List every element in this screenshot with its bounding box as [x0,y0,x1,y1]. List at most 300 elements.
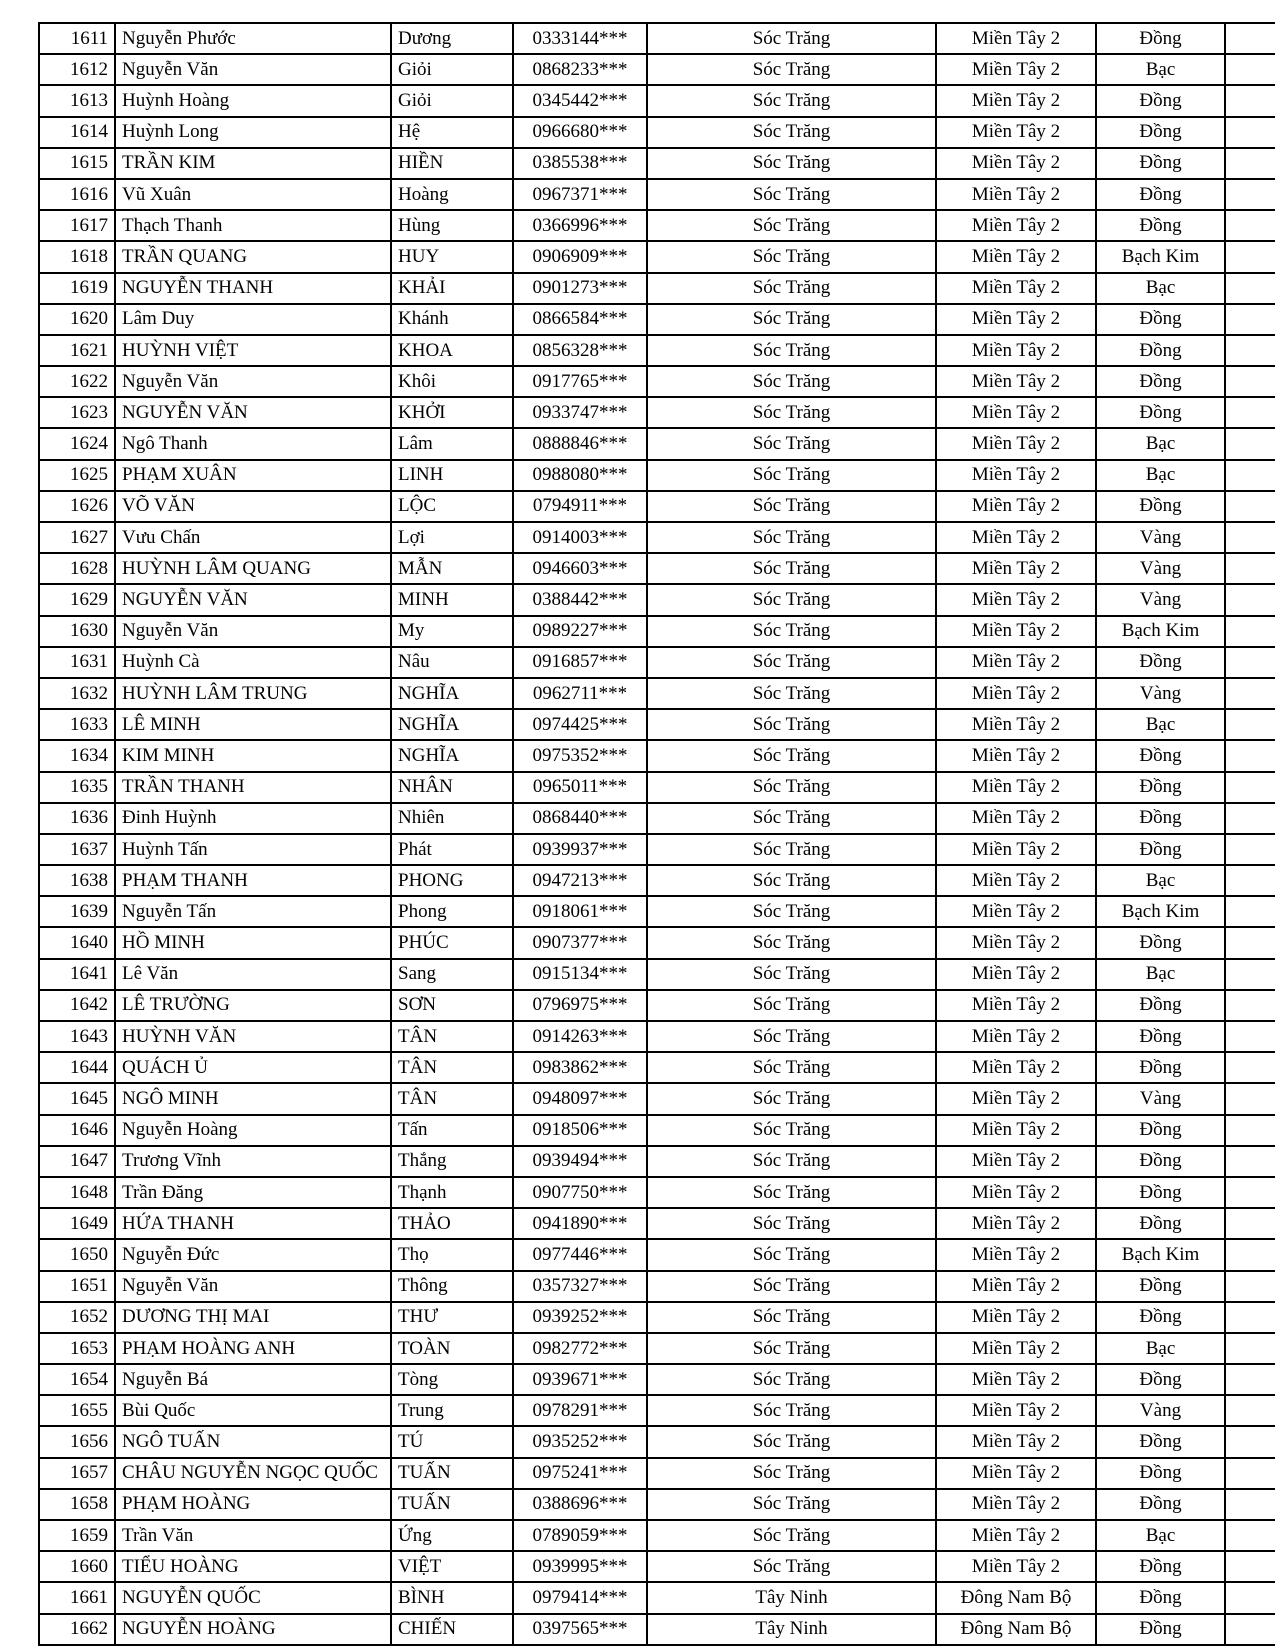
cell-province: Sóc Trăng [647,834,936,865]
table-row [39,179,1275,210]
cell-province: Sóc Trăng [647,491,936,522]
cell-full-name: HỒ MINH [115,927,391,958]
table-row [39,241,1275,272]
cell-region: Miền Tây 2 [936,678,1096,709]
cell-given-name: MẪN [391,553,513,584]
cell-full-name: NGÔ TUẤN [115,1426,391,1457]
cell-full-name: TRẦN KIM [115,148,391,179]
cell-row-index: 1631 [39,647,115,678]
cell-note [1225,959,1275,990]
cell-province: Sóc Trăng [647,1271,936,1302]
cell-rank: Vàng [1096,1083,1225,1114]
table-row [39,647,1275,678]
cell-phone-number: 0948097*** [513,1083,647,1114]
cell-row-index: 1611 [39,23,115,54]
cell-given-name: Tòng [391,1364,513,1395]
cell-region: Miền Tây 2 [936,460,1096,491]
cell-full-name: TRẦN THANH [115,772,391,803]
cell-province: Sóc Trăng [647,927,936,958]
cell-given-name: LINH [391,460,513,491]
cell-row-index: 1656 [39,1426,115,1457]
cell-full-name: PHẠM HOÀNG ANH [115,1333,391,1364]
cell-province: Sóc Trăng [647,1302,936,1333]
cell-region: Miền Tây 2 [936,1115,1096,1146]
cell-province: Sóc Trăng [647,522,936,553]
cell-given-name: CHIẾN [391,1614,513,1645]
cell-full-name: VÕ VĂN [115,491,391,522]
table-row [39,1052,1275,1083]
cell-given-name: KHẢI [391,273,513,304]
cell-phone-number: 0789059*** [513,1520,647,1551]
table-row [39,1582,1275,1613]
cell-province: Sóc Trăng [647,553,936,584]
cell-region: Miền Tây 2 [936,1333,1096,1364]
table-row [39,1021,1275,1052]
cell-province: Sóc Trăng [647,865,936,896]
cell-region: Miền Tây 2 [936,1426,1096,1457]
cell-rank: Đồng [1096,304,1225,335]
cell-row-index: 1640 [39,927,115,958]
cell-row-index: 1625 [39,460,115,491]
table-row [39,1208,1275,1239]
cell-row-index: 1612 [39,54,115,85]
cell-full-name: Nguyễn Đức [115,1239,391,1270]
cell-row-index: 1633 [39,709,115,740]
cell-row-index: 1613 [39,85,115,116]
cell-rank: Đồng [1096,1021,1225,1052]
cell-given-name: TÂN [391,1021,513,1052]
cell-phone-number: 0939494*** [513,1146,647,1177]
cell-province: Sóc Trăng [647,616,936,647]
cell-province: Sóc Trăng [647,959,936,990]
cell-region: Miền Tây 2 [936,397,1096,428]
cell-province: Sóc Trăng [647,428,936,459]
cell-rank: Đồng [1096,647,1225,678]
table-row [39,1115,1275,1146]
cell-province: Sóc Trăng [647,678,936,709]
cell-rank: Đồng [1096,1146,1225,1177]
cell-given-name: THẢO [391,1208,513,1239]
cell-rank: Bạch Kim [1096,896,1225,927]
cell-note [1225,460,1275,491]
cell-region: Miền Tây 2 [936,1364,1096,1395]
cell-note [1225,616,1275,647]
cell-given-name: HUY [391,241,513,272]
cell-rank: Đồng [1096,23,1225,54]
cell-region: Miền Tây 2 [936,647,1096,678]
table-row [39,1333,1275,1364]
cell-note [1225,803,1275,834]
table-row [39,1551,1275,1582]
cell-province: Sóc Trăng [647,1115,936,1146]
cell-note [1225,553,1275,584]
cell-note [1225,1115,1275,1146]
cell-province: Sóc Trăng [647,1146,936,1177]
cell-phone-number: 0397565*** [513,1614,647,1645]
cell-given-name: TÚ [391,1426,513,1457]
cell-given-name: SƠN [391,990,513,1021]
cell-given-name: Nâu [391,647,513,678]
cell-region: Miền Tây 2 [936,1520,1096,1551]
cell-rank: Bạc [1096,273,1225,304]
cell-full-name: Thạch Thanh [115,210,391,241]
cell-given-name: NGHĨA [391,709,513,740]
table-row [39,522,1275,553]
cell-rank: Đồng [1096,1551,1225,1582]
cell-rank: Đồng [1096,148,1225,179]
cell-row-index: 1639 [39,896,115,927]
table-row [39,678,1275,709]
cell-given-name: TOÀN [391,1333,513,1364]
cell-given-name: Phát [391,834,513,865]
table-row [39,616,1275,647]
cell-note [1225,584,1275,615]
cell-region: Miền Tây 2 [936,616,1096,647]
cell-note [1225,210,1275,241]
cell-rank: Bạc [1096,959,1225,990]
cell-note [1225,1177,1275,1208]
cell-province: Sóc Trăng [647,366,936,397]
cell-full-name: Lê Văn [115,959,391,990]
table-row [39,366,1275,397]
cell-full-name: NGUYỄN QUỐC [115,1582,391,1613]
cell-region: Miền Tây 2 [936,1083,1096,1114]
cell-phone-number: 0907377*** [513,927,647,958]
cell-row-index: 1629 [39,584,115,615]
cell-row-index: 1617 [39,210,115,241]
cell-note [1225,1364,1275,1395]
cell-full-name: Huỳnh Long [115,117,391,148]
cell-full-name: PHẠM HOÀNG [115,1489,391,1520]
cell-region: Miền Tây 2 [936,1271,1096,1302]
cell-province: Sóc Trăng [647,772,936,803]
cell-province: Sóc Trăng [647,397,936,428]
cell-region: Miền Tây 2 [936,148,1096,179]
cell-province: Sóc Trăng [647,647,936,678]
table-row [39,959,1275,990]
cell-rank: Đồng [1096,397,1225,428]
cell-phone-number: 0967371*** [513,179,647,210]
table-row [39,834,1275,865]
table-row [39,1426,1275,1457]
cell-phone-number: 0856328*** [513,335,647,366]
cell-province: Sóc Trăng [647,1458,936,1489]
cell-phone-number: 0939671*** [513,1364,647,1395]
cell-given-name: TÂN [391,1052,513,1083]
cell-given-name: Trung [391,1395,513,1426]
cell-region: Miền Tây 2 [936,1489,1096,1520]
table-row [39,709,1275,740]
cell-row-index: 1627 [39,522,115,553]
cell-note [1225,1426,1275,1457]
cell-region: Miền Tây 2 [936,990,1096,1021]
cell-full-name: Đinh Huỳnh [115,803,391,834]
cell-row-index: 1636 [39,803,115,834]
cell-province: Sóc Trăng [647,210,936,241]
cell-full-name: NGUYỄN VĂN [115,584,391,615]
cell-phone-number: 0796975*** [513,990,647,1021]
cell-rank: Bạch Kim [1096,616,1225,647]
cell-rank: Đồng [1096,335,1225,366]
table-row [39,428,1275,459]
cell-rank: Đồng [1096,1177,1225,1208]
cell-note [1225,428,1275,459]
table-row [39,1458,1275,1489]
cell-province: Tây Ninh [647,1614,936,1645]
cell-phone-number: 0966680*** [513,117,647,148]
table-row [39,990,1275,1021]
cell-province: Sóc Trăng [647,179,936,210]
table-row [39,304,1275,335]
cell-region: Miền Tây 2 [936,241,1096,272]
cell-full-name: QUÁCH Ủ [115,1052,391,1083]
cell-province: Sóc Trăng [647,304,936,335]
cell-rank: Đồng [1096,117,1225,148]
cell-given-name: Nhiên [391,803,513,834]
cell-given-name: LỘC [391,491,513,522]
cell-region: Miền Tây 2 [936,1458,1096,1489]
cell-note [1225,1208,1275,1239]
table-row [39,460,1275,491]
table-row [39,23,1275,54]
cell-rank: Đồng [1096,1208,1225,1239]
cell-note [1225,1052,1275,1083]
cell-province: Sóc Trăng [647,23,936,54]
cell-full-name: HUỲNH VIỆT [115,335,391,366]
cell-region: Đông Nam Bộ [936,1614,1096,1645]
cell-full-name: Huỳnh Hoàng [115,85,391,116]
cell-province: Sóc Trăng [647,803,936,834]
cell-phone-number: 0914003*** [513,522,647,553]
cell-full-name: HUỲNH VĂN [115,1021,391,1052]
cell-row-index: 1653 [39,1333,115,1364]
cell-region: Miền Tây 2 [936,491,1096,522]
table-row [39,491,1275,522]
table-row [39,1614,1275,1645]
cell-full-name: TRẦN QUANG [115,241,391,272]
cell-phone-number: 0388442*** [513,584,647,615]
cell-full-name: LÊ MINH [115,709,391,740]
table-row [39,117,1275,148]
cell-row-index: 1634 [39,740,115,771]
cell-full-name: NGUYỄN THANH [115,273,391,304]
cell-province: Sóc Trăng [647,584,936,615]
cell-note [1225,1395,1275,1426]
cell-region: Miền Tây 2 [936,117,1096,148]
cell-rank: Đồng [1096,1614,1225,1645]
cell-region: Miền Tây 2 [936,865,1096,896]
table-row [39,1395,1275,1426]
cell-phone-number: 0866584*** [513,304,647,335]
cell-region: Miền Tây 2 [936,335,1096,366]
cell-row-index: 1626 [39,491,115,522]
cell-note [1225,1614,1275,1645]
cell-phone-number: 0794911*** [513,491,647,522]
cell-note [1225,1489,1275,1520]
cell-given-name: THƯ [391,1302,513,1333]
cell-rank: Vàng [1096,522,1225,553]
cell-phone-number: 0983862*** [513,1052,647,1083]
cell-rank: Vàng [1096,584,1225,615]
cell-region: Miền Tây 2 [936,1395,1096,1426]
cell-rank: Đồng [1096,1364,1225,1395]
cell-given-name: My [391,616,513,647]
cell-full-name: Trần Đăng [115,1177,391,1208]
table-row [39,1364,1275,1395]
cell-full-name: Nguyễn Bá [115,1364,391,1395]
cell-row-index: 1635 [39,772,115,803]
cell-given-name: NHÂN [391,772,513,803]
cell-note [1225,54,1275,85]
cell-given-name: Thông [391,1271,513,1302]
cell-region: Miền Tây 2 [936,584,1096,615]
cell-rank: Đồng [1096,179,1225,210]
cell-rank: Đồng [1096,1115,1225,1146]
cell-province: Sóc Trăng [647,1177,936,1208]
cell-province: Sóc Trăng [647,54,936,85]
cell-note [1225,148,1275,179]
cell-region: Miền Tây 2 [936,740,1096,771]
cell-region: Miền Tây 2 [936,366,1096,397]
cell-region: Miền Tây 2 [936,304,1096,335]
cell-full-name: NGÔ MINH [115,1083,391,1114]
cell-row-index: 1618 [39,241,115,272]
cell-note [1225,366,1275,397]
cell-region: Miền Tây 2 [936,1551,1096,1582]
cell-phone-number: 0977446*** [513,1239,647,1270]
cell-region: Miền Tây 2 [936,1302,1096,1333]
cell-full-name: DƯƠNG THỊ MAI [115,1302,391,1333]
cell-full-name: Vưu Chấn [115,522,391,553]
cell-province: Sóc Trăng [647,1333,936,1364]
cell-province: Sóc Trăng [647,1395,936,1426]
cell-region: Miền Tây 2 [936,803,1096,834]
table-row [39,927,1275,958]
cell-phone-number: 0333144*** [513,23,647,54]
cell-province: Sóc Trăng [647,241,936,272]
table-row [39,1146,1275,1177]
cell-phone-number: 0917765*** [513,366,647,397]
cell-given-name: Giỏi [391,85,513,116]
cell-note [1225,273,1275,304]
cell-full-name: NGUYỄN VĂN [115,397,391,428]
cell-rank: Đồng [1096,990,1225,1021]
cell-note [1225,397,1275,428]
cell-row-index: 1658 [39,1489,115,1520]
cell-region: Miền Tây 2 [936,23,1096,54]
cell-rank: Đồng [1096,772,1225,803]
cell-phone-number: 0915134*** [513,959,647,990]
cell-note [1225,709,1275,740]
cell-given-name: Sang [391,959,513,990]
table-row [39,1520,1275,1551]
cell-given-name: Phong [391,896,513,927]
table-row [39,584,1275,615]
cell-row-index: 1645 [39,1083,115,1114]
table-row [39,1239,1275,1270]
cell-full-name: Huỳnh Cà [115,647,391,678]
cell-row-index: 1623 [39,397,115,428]
cell-phone-number: 0982772*** [513,1333,647,1364]
cell-given-name: Thọ [391,1239,513,1270]
cell-phone-number: 0914263*** [513,1021,647,1052]
cell-full-name: Huỳnh Tấn [115,834,391,865]
cell-rank: Vàng [1096,678,1225,709]
table-row [39,273,1275,304]
cell-province: Sóc Trăng [647,1489,936,1520]
roster-table-body [39,23,1275,1645]
cell-phone-number: 0385538*** [513,148,647,179]
table-row [39,210,1275,241]
cell-phone-number: 0946603*** [513,553,647,584]
table-row [39,1489,1275,1520]
cell-phone-number: 0888846*** [513,428,647,459]
cell-phone-number: 0868440*** [513,803,647,834]
cell-phone-number: 0933747*** [513,397,647,428]
cell-row-index: 1642 [39,990,115,1021]
table-row [39,553,1275,584]
cell-region: Miền Tây 2 [936,772,1096,803]
cell-region: Miền Tây 2 [936,834,1096,865]
cell-phone-number: 0906909*** [513,241,647,272]
cell-row-index: 1616 [39,179,115,210]
cell-full-name: Nguyễn Tấn [115,896,391,927]
cell-full-name: LÊ TRƯỜNG [115,990,391,1021]
cell-rank: Bạc [1096,1520,1225,1551]
cell-note [1225,1083,1275,1114]
cell-given-name: Giỏi [391,54,513,85]
cell-full-name: Vũ Xuân [115,179,391,210]
cell-region: Miền Tây 2 [936,428,1096,459]
cell-given-name: Ứng [391,1520,513,1551]
cell-region: Miền Tây 2 [936,553,1096,584]
cell-note [1225,647,1275,678]
cell-province: Sóc Trăng [647,1021,936,1052]
table-row [39,865,1275,896]
cell-region: Miền Tây 2 [936,959,1096,990]
cell-province: Sóc Trăng [647,117,936,148]
cell-phone-number: 0974425*** [513,709,647,740]
cell-province: Sóc Trăng [647,273,936,304]
cell-phone-number: 0947213*** [513,865,647,896]
cell-province: Sóc Trăng [647,709,936,740]
table-row [39,896,1275,927]
cell-row-index: 1624 [39,428,115,459]
table-row [39,1177,1275,1208]
cell-given-name: NGHĨA [391,740,513,771]
cell-region: Miền Tây 2 [936,896,1096,927]
cell-note [1225,1458,1275,1489]
cell-phone-number: 0868233*** [513,54,647,85]
cell-note [1225,179,1275,210]
cell-row-index: 1630 [39,616,115,647]
cell-full-name: Nguyễn Hoàng [115,1115,391,1146]
cell-row-index: 1660 [39,1551,115,1582]
cell-row-index: 1655 [39,1395,115,1426]
cell-region: Miền Tây 2 [936,1208,1096,1239]
cell-full-name: Nguyễn Văn [115,616,391,647]
cell-province: Tây Ninh [647,1582,936,1613]
cell-given-name: VIỆT [391,1551,513,1582]
table-row [39,772,1275,803]
cell-rank: Đồng [1096,1271,1225,1302]
cell-rank: Đồng [1096,803,1225,834]
cell-note [1225,1551,1275,1582]
cell-region: Miền Tây 2 [936,273,1096,304]
cell-full-name: Nguyễn Văn [115,1271,391,1302]
cell-region: Miền Tây 2 [936,709,1096,740]
cell-phone-number: 0962711*** [513,678,647,709]
